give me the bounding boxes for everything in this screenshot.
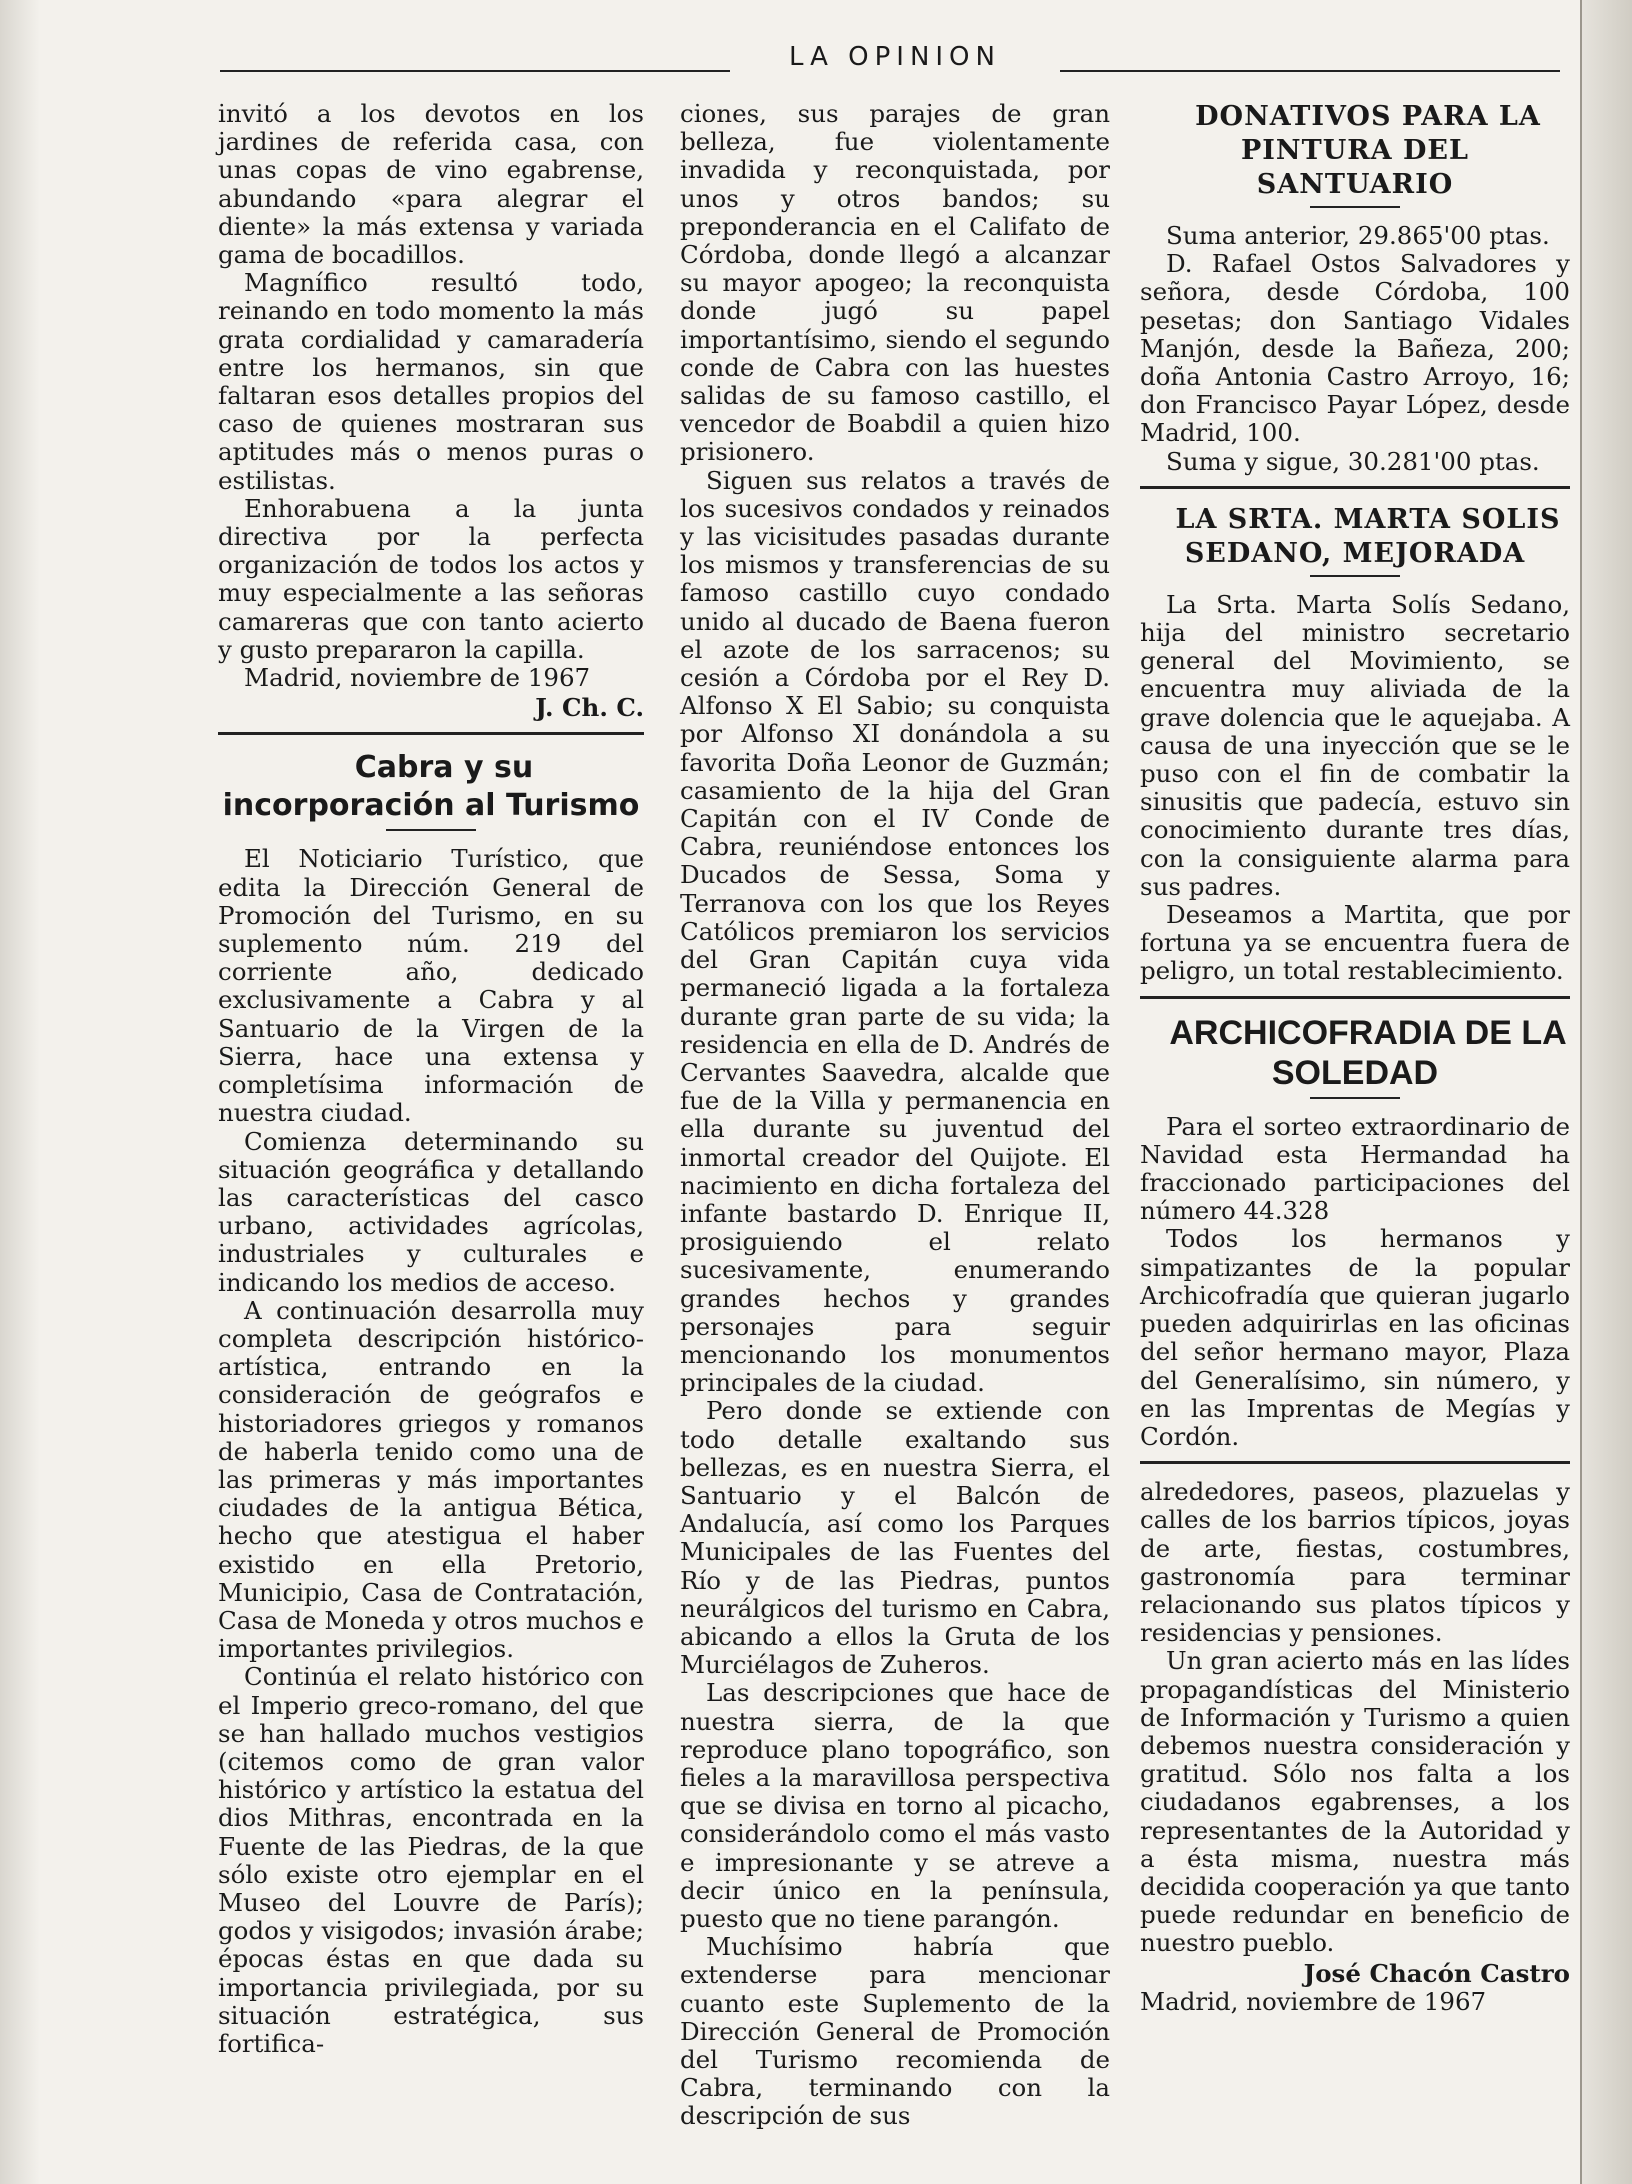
section-divider xyxy=(218,732,644,735)
author-signature: José Chacón Castro xyxy=(1303,1958,1570,1988)
brotherhood-headline: ARCHICOFRADIA DE LA SOLEDAD xyxy=(1169,1013,1567,1092)
paragraph: El Noticiario Turístico, que edita la Dirección General de Promoción del Turismo, en su suplemento núm. 219 del corriente año, dedicado exclusivamente a Cabra y al Santuario de la Virgen de la Sierra, hace una extensa y completísima información de nuestra ciudad. xyxy=(218,844,644,1128)
paragraph: Suma y sigue, 30.281'00 ptas. xyxy=(1166,446,1540,476)
section-divider xyxy=(1140,996,1570,999)
column-3 xyxy=(1140,100,1570,2016)
headline-rule xyxy=(1310,1097,1400,1099)
paragraph: Las descripciones que hace de nuestra sierra, de la que reproduce plano topográfico, son fieles a la maravillosa perspectiva que se divisa en torno al picacho, considerándolo como el más vasto e impresionante y se atreve a decir único en la península, puesto que no tiene parangón. xyxy=(680,1678,1110,1933)
paragraph: Siguen sus relatos a través de los sucesivos condados y reinados y las vicisitudes pasadas durante los mismos y transferencias de su famoso castillo cuyo condado unido al ducado de Baena fueron el azote de los sarracenos; su cesión a Córdoba por el Rey D. Alfonso X El Sabio; su conquista por Alfonso XI donándola a su favorita Doña Leonor de Guzmán; casamiento de la hija del Gran Capitán con el IV Conde de Cabra, reuniéndose entonces los Ducados de Sessa, Soma y Terranova con los que los Reyes Católicos premiaron los servicios del Gran Capitán cuya vida permaneció ligada a la fortaleza durante gran parte de su vida; la residencia en ella de D. Andrés de Cervantes Saavedra, alcalde que fue de la Villa y permanencia en ella durante su juventud del inmortal creador del Quijote. El nacimiento en dicha fortaleza del infante bastardo D. Enrique II, prosiguiendo el relato sucesivamente, enumerando grandes hechos y grandes personajes para seguir mencionando los monumentos principales de la ciudad. xyxy=(680,465,1110,1398)
paragraph: Suma anterior, 29.865'00 ptas. xyxy=(1166,221,1550,250)
dateline: Madrid, noviembre de 1967 xyxy=(1140,1986,1487,2016)
paragraph: Enhorabuena a la junta directiva por la perfecta organización de todos los actos y muy especialmente a las señoras camareras que con tanto acierto y gusto prepararon la capilla. xyxy=(218,493,644,664)
paragraph: invitó a los devotos en los jardines de referida casa, con unas copas de vino egabrense, abundando «para alegrar el diente» la más extensa y variada gama de bocadillos. xyxy=(218,99,644,270)
dateline: Madrid, noviembre de 1967 xyxy=(244,663,591,693)
column-2 xyxy=(680,100,1110,2131)
headline-rule xyxy=(1310,575,1400,577)
article-headline: Cabra y su incorporación al Turismo xyxy=(222,750,640,824)
paragraph: Deseamos a Martita, que por fortuna ya se encuentra fuera de peligro, un total restablecimiento. xyxy=(1140,900,1570,986)
health-news-headline: LA SRTA. MARTA SOLIS SEDANO, MEJORADA xyxy=(1175,503,1561,569)
section-divider xyxy=(1140,1461,1570,1464)
paragraph: La Srta. Marta Solís Sedano, hija del ministro secretario general del Movimiento, se encuentra muy aliviada de la grave dolencia que le aquejaba. A causa de una inyección que se le puso con el fin de combatir la sinusitis que padecía, estuvo sin conocimiento durante tres días, con la consiguiente alarma para sus padres. xyxy=(1140,589,1570,901)
paragraph: Para el sorteo extraordinario de Navidad esta Hermandad ha fraccionado participaciones del número 44.328 xyxy=(1140,1111,1570,1226)
paragraph: Un gran acierto más en las lídes propagandísticas del Ministerio de Información y Turismo a quien debemos nuestra consideración y gratitud. Sólo nos falta a los ciudadanos egabrenses, a los representantes de la Autoridad y a ésta misma, nuestra más decidida cooperación ya que tanto puede redundar en beneficio de nuestro pueblo. xyxy=(1140,1646,1570,1958)
paragraph: Comienza determinando su situación geográfica y detallando las características del casco urbano, actividades agrícolas, industriales y culturales e indicando los medios de acceso. xyxy=(218,1126,644,1297)
paragraph: Muchísimo habría que extenderse para mencionar cuanto este Suplemento de la Dirección General de Promoción del Turismo recomienda de Cabra, terminando con la descripción de sus xyxy=(680,1932,1110,2131)
paragraph: Continúa el relato histórico con el Imperio greco-romano, del que se han hallado muchos vestigios (citemos como de gran valor histórico y artístico la estatua del dios Mithras, encontrada en la Fuente de las Piedras, de la que sólo existe otro ejemplar en el Museo del Louvre de París); godos y visigodos; invasión árabe; épocas éstas en que dada su importancia privilegiada, por su situación estratégica, sus fortifica- xyxy=(218,1662,644,2058)
author-signature: J. Ch. C. xyxy=(535,693,644,723)
section-divider xyxy=(1140,486,1570,489)
paragraph: A continuación desarrolla muy completa descripción histórico-artística, entrando en la consideración de geógrafos e historiadores griegos y romanos de haberla tenido como una de las primeras y más importantes ciudades de la antigua Bética, hecho que atestigua el haber existido en ella Pretorio, Municipio, Casa de Contratación, Casa de Moneda y otros muchos e importantes privilegios. xyxy=(218,1295,644,1664)
page-edge-right xyxy=(1580,0,1632,2184)
paragraph: D. Rafael Ostos Salvadores y señora, desde Córdoba, 100 pesetas; don Santiago Vidales Manjón, desde la Bañeza, 200; doña Antonia Castro Arroyo, 16; don Francisco Payar López, desde Madrid, 100. xyxy=(1140,249,1570,448)
page-header xyxy=(220,42,1560,82)
paragraph: ciones, sus parajes de gran belleza, fue violentamente invadida y reconquistada, por unos y otros bandos; su preponderancia en el Califato de Córdoba, donde llegó a alcanzar su mayor apogeo; la reconquista donde jugó su papel importantísimo, siendo el segundo conde de Cabra con las huestes salidas de su famoso castillo, el vencedor de Boabdil a quien hizo prisionero. xyxy=(680,99,1110,467)
paragraph: Todos los hermanos y simpatizantes de la popular Archicofradía que quieran jugarlo pueden adquirirlas en las oficinas del señor hermano mayor, Plaza del Generalísimo, sin número, y en las Imprentas de Megías y Cordón. xyxy=(1140,1224,1570,1451)
paragraph: Magnífico resultó todo, reinando en todo momento la más grata cordialidad y camaradería entre los hermanos, sin que faltaran esos detalles propios del caso de quienes mostraran sus aptitudes más o menos puras o estilistas. xyxy=(218,268,644,495)
paragraph: alrededores, paseos, plazuelas y calles de los barrios típicos, joyas de arte, fiestas, costumbres, gastronomía para terminar relacionando sus platos típicos y residencias y pensiones. xyxy=(1140,1477,1570,1648)
header-rule-right xyxy=(1060,70,1560,72)
paragraph: Pero donde se extiende con todo detalle exaltando sus bellezas, es en nuestra Sierra, el Santuario y el Balcón de Andalucía, así como los Parques Municipales de las Fuentes del Río y de las Piedras, puntos neurálgicos del turismo en Cabra, abicando a ellos la Gruta de los Murciélagos de Zuheros. xyxy=(680,1396,1110,1680)
donations-headline: DONATIVOS PARA LA PINTURA DEL SANTUARIO xyxy=(1195,101,1541,200)
headline-rule xyxy=(386,829,476,831)
page-shadow-left xyxy=(0,0,40,2184)
column-1 xyxy=(218,100,644,2058)
headline-rule xyxy=(1310,206,1400,208)
header-rule-left xyxy=(220,70,730,72)
publication-title: LA OPINION xyxy=(789,42,1001,72)
